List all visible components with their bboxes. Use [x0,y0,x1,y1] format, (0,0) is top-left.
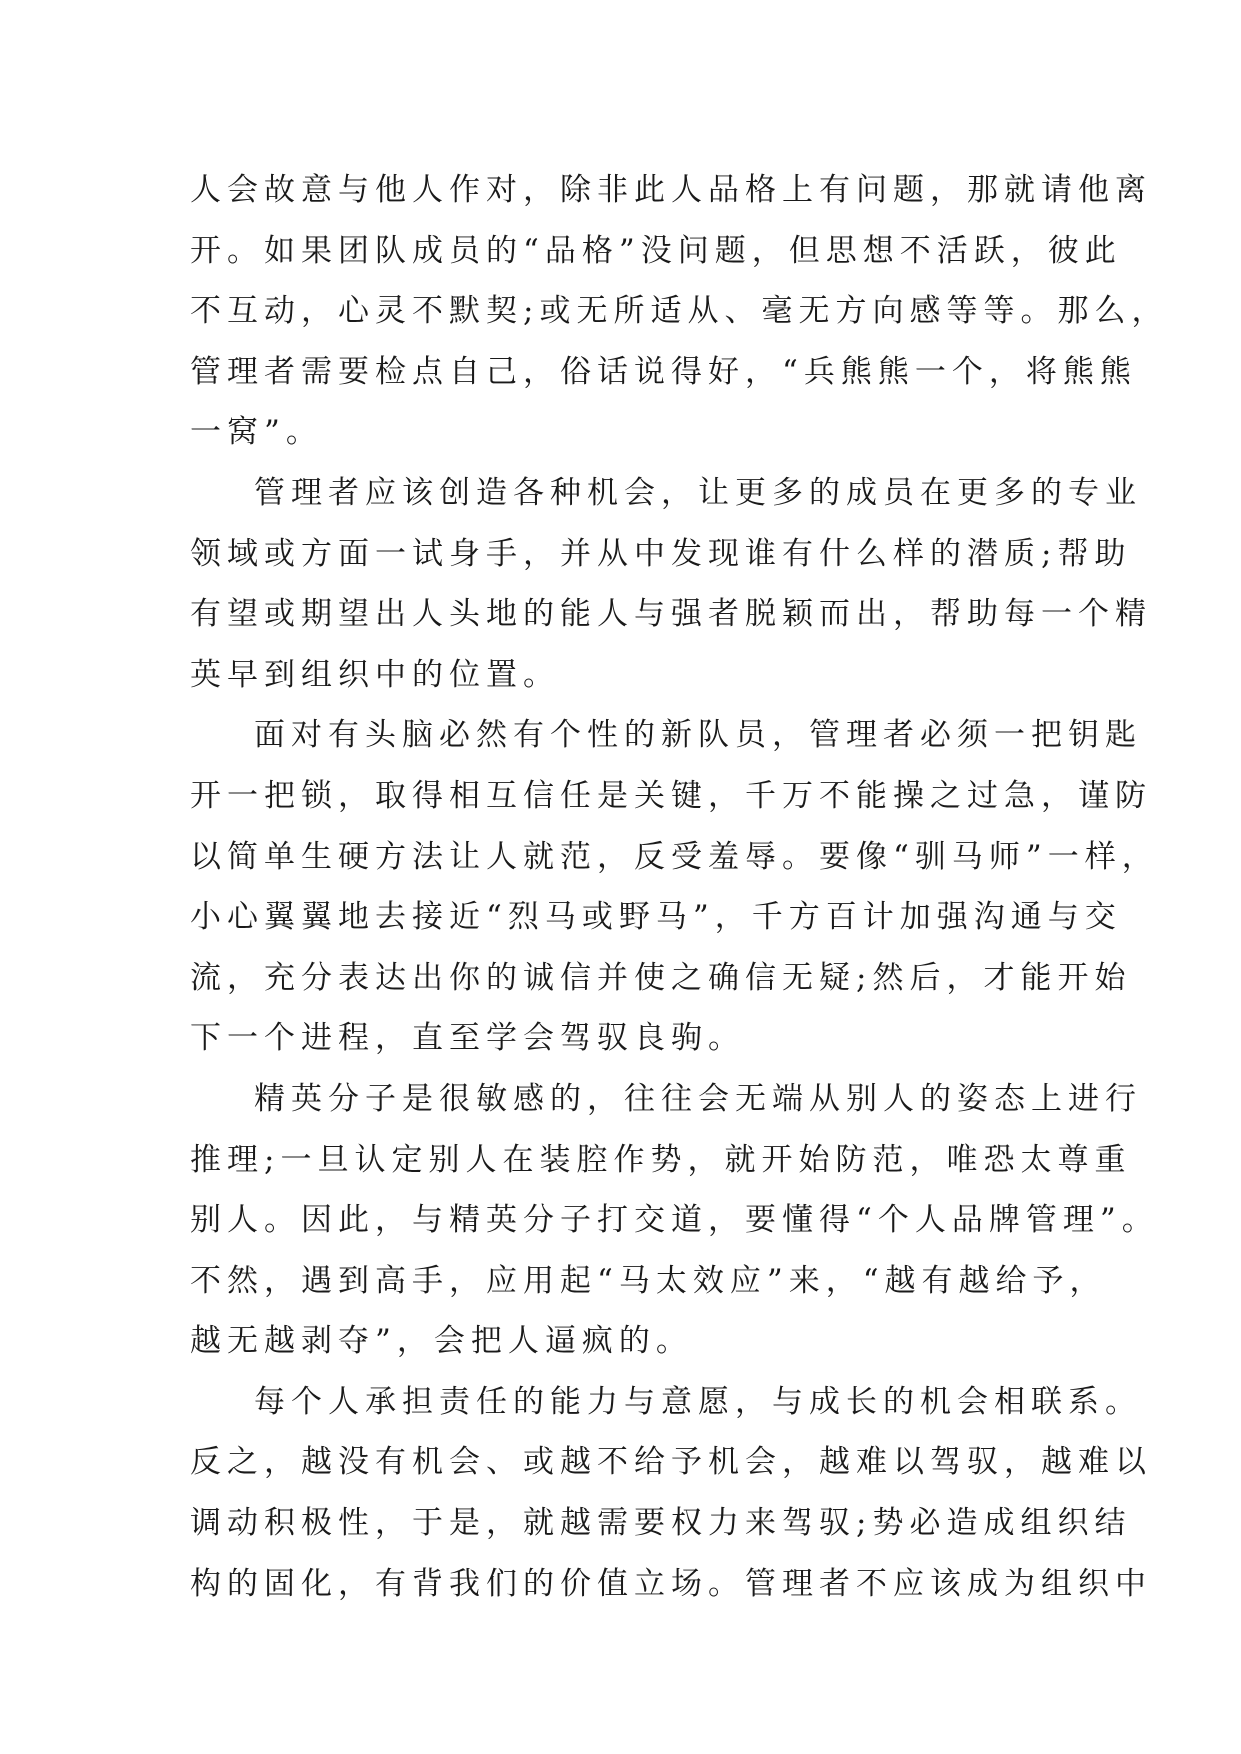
text-line: 人会故意与他人作对，除非此人品格上有问题，那就请他离 [190,172,1152,208]
text-line: 开一把锁，取得相互信任是关键，千万不能操之过急，谨防 [190,777,1152,814]
text-line: 越无越剥夺”，会把人逼疯的。 [190,1323,693,1360]
text-line: 下一个进程，直至学会驾驭良驹。 [190,1020,745,1057]
text-line: 流，充分表达出你的诚信并使之确信无疑;然后，才能开始 [190,959,1132,996]
text-line: 构的固化，有背我们的价值立场。管理者不应该成为组织中 [190,1565,1152,1602]
text-line: 推理;一旦认定别人在装腔作势，就开始防范，唯恐太尊重 [190,1141,1132,1178]
text-line: 有望或期望出人头地的能人与强者脱颖而出，帮助每一个精 [190,596,1152,633]
text-line: 一窝”。 [190,414,323,451]
text-line: 以简单生硬方法让人就范，反受羞辱。要像“驯马师”一样， [190,838,1159,875]
text-line: 开。如果团队成员的“品格”没问题，但思想不活跃，彼此 [190,232,1122,269]
paragraph-first-line: 面对有头脑必然有个性的新队员，管理者必须一把钥匙 [254,717,1142,754]
text-line: 管理者需要检点自己，俗话说得好，“兵熊熊一个，将熊熊 [190,353,1137,390]
text-line: 反之，越没有机会、或越不给予机会，越难以驾驭，越难以 [190,1444,1152,1481]
text-line: 小心翼翼地去接近“烈马或野马”，千方百计加强沟通与交 [190,899,1122,936]
text-line: 不然，遇到高手，应用起“马太效应”来，“越有越给予， [190,1262,1107,1299]
text-line: 不互动，心灵不默契;或无所适从、毫无方向感等等。那么， [190,293,1169,330]
text-line: 领域或方面一试身手，并从中发现谁有什么样的潜质;帮助 [190,535,1132,572]
text-line: 调动积极性，于是，就越需要权力来驾驭;势必造成组织结 [190,1505,1132,1542]
paragraph-first-line: 管理者应该创造各种机会，让更多的成员在更多的专业 [254,474,1142,511]
paragraph-first-line: 每个人承担责任的能力与意愿，与成长的机会相联系。 [254,1383,1142,1420]
text-line: 别人。因此，与精英分子打交道，要懂得“个人品牌管理”。 [190,1202,1159,1239]
body-text [190,160,1169,1614]
text-line: 英早到组织中的位置。 [190,656,560,693]
paragraph-first-line: 精英分子是很敏感的，往往会无端从别人的姿态上进行 [254,1080,1142,1117]
